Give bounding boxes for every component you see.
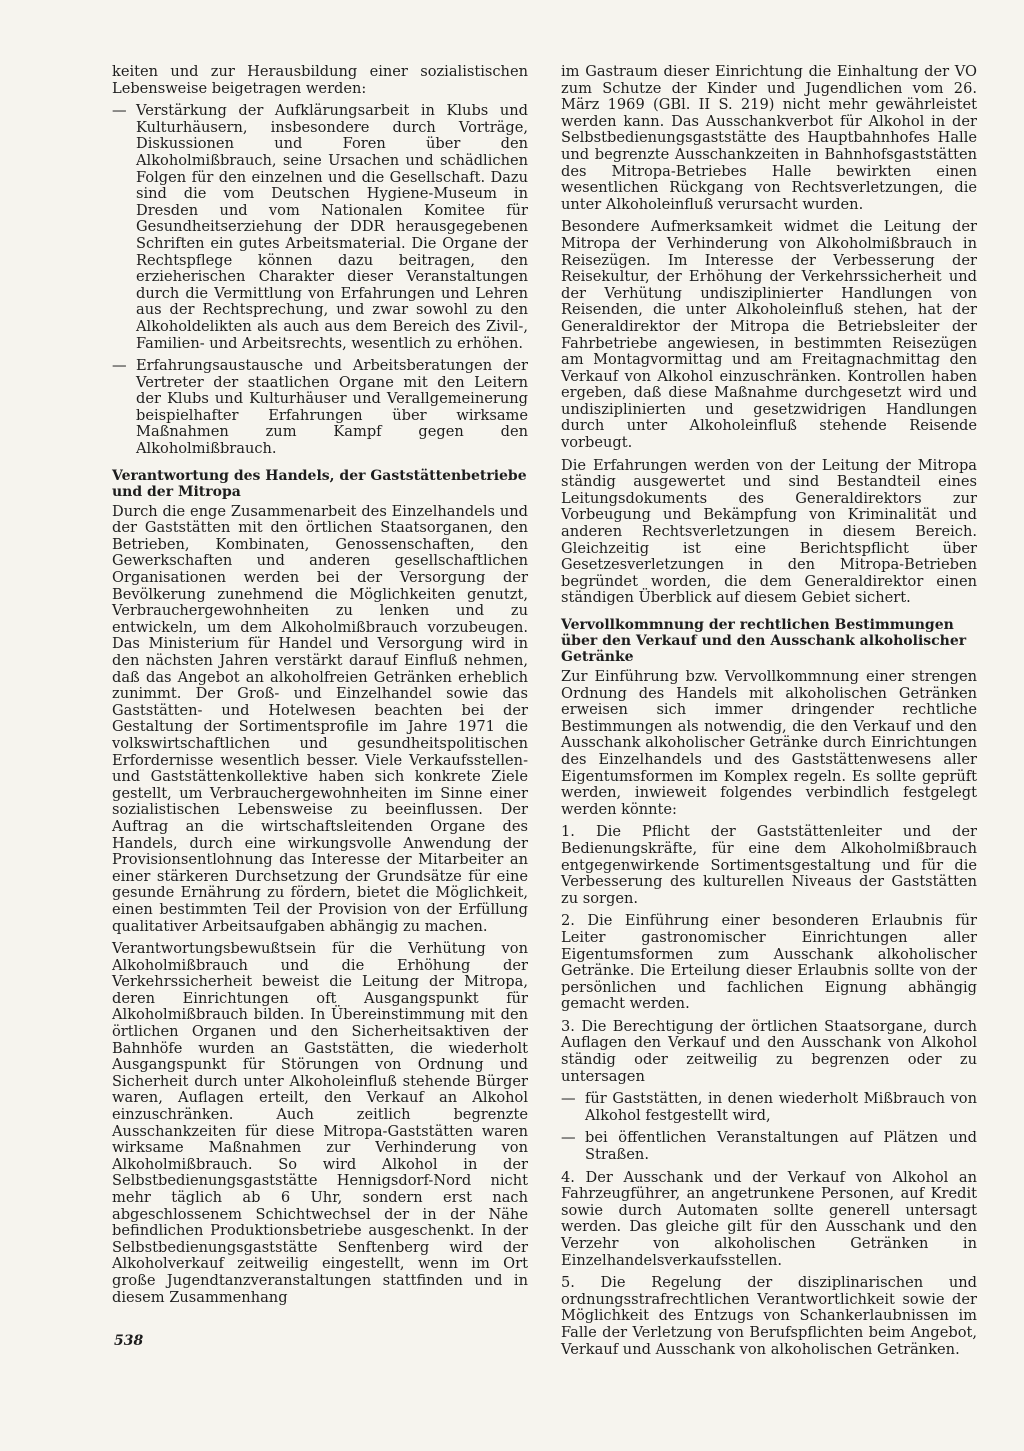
dash-list [561, 1091, 977, 1163]
paragraph: Zur Einführung bzw. Vervollkommnung einer strengen Ordnung des Handels mit alkoholischen Getränken erweisen sich immer dringender rechtliche Bestimmungen als notwendig, die den Verkauf und den Ausschank alkoholischer Getränke durch Einrichtungen des Einzelhandels und des Gaststättenwesens aller Eigentumsformen im Komplex regeln. Es sollte geprüft werden, inwieweit folgendes verbindlich festgelegt werden könnte: [561, 668, 977, 818]
paragraph: Verantwortungsbewußtsein für die Verhütung von Alkoholmißbrauch und die Erhöhung der Verkehrssicherheit beweist die Leitung der Mitropa, deren Einrichtungen oft Ausgangspunkt für Alkoholmißbrauch bilden. In Übereinstimmung mit den örtlichen Organen und den Sicherheitsaktiven der Bahnhöfe wurden an Gaststätten, die wiederholt Ausgangspunkt für Störungen von Ordnung und Sicherheit durch unter Alkoholeinfluß stehende Bürger waren, Auflagen erteilt, den Verkauf an Alkohol einzuschränken. Auch zeitlich begrenzte Ausschankzeiten für diese Mitropa-Gaststätten waren wirksame Maßnahmen zur Verhinderung von Alkoholmißbrauch. So wird Alkohol in der Selbstbedienungsgaststätte Hennigsdorf-Nord nicht mehr täglich ab 6 Uhr, sondern erst nach abgeschlossenem Schichtwechsel der in der Nähe befindlichen Produktionsbetriebe ausgeschenkt. In der Selbstbedienungsgaststätte Senftenberg wird der Alkoholverkauf zeitweilig eingestellt, wenn im Ort große Jugendtanzveranstaltungen stattfinden und in diesem Zusammenhang [112, 940, 528, 1306]
numbered-list [561, 824, 977, 1085]
section-heading: Vervollkommnung der rechtlichen Bestimmungen über den Verkauf und den Ausschank alkoholischer Getränke [561, 617, 967, 665]
list-item: 1. Die Pflicht der Gaststättenleiter und der Bedienungskräfte, für eine dem Alkoholmißbrauch entgegenwirkende Sortimentsgestaltung und für die Verbesserung des kulturellen Niveaus der Gaststätten zu sorgen. [561, 823, 977, 907]
dash-list [112, 103, 528, 457]
section-heading: Verantwortung des Handels, der Gaststättenbetriebe und der Mitropa [112, 467, 527, 500]
paragraph: Durch die enge Zusammenarbeit des Einzelhandels und der Gaststätten mit den örtlichen Staatsorganen, den Betrieben, Kombinaten, Genossenschaften, den Gewerkschaften und anderen gesellschaftlichen Organisationen werden bei der Versorgung der Bevölkerung zunehmend die Möglichkeiten genutzt, Verbrauchergewohnheiten zu lenken und zu entwickeln, um dem Alkoholmißbrauch vorzubeugen. Das Ministerium für Handel und Versorgung wird in den nächsten Jahren verstärkt darauf Einfluß nehmen, daß das Angebot an alkoholfreien Getränken erheblich zunimmt. Der Groß- und Einzelhandel sowie das Gaststätten- und Hotelwesen beachten bei der Gestaltung der Sortimentsprofile im Jahre 1971 die volkswirtschaftlichen und gesundheitspolitischen Erfordernisse wesentlich besser. Viele Verkaufsstellen- und Gaststättenkollektive haben sich konkrete Ziele gestellt, um Verbrauchergewohnheiten im Sinne einer sozialistischen Lebensweise zu beeinflussen. Der Auftrag an die wirtschaftsleitenden Organe des Handels, durch eine wirkungsvolle Anwendung der Provisionsentlohnung das Interesse der Mitarbeiter an einer stärkeren Durchsetzung der Grundsätze für eine gesunde Ernährung zu fördern, bietet die Möglichkeit, einen bestimmten Teil der Provision von der Erfüllung qualitativer Arbeitsaufgaben abhängig zu machen. [112, 502, 528, 935]
list-item: — bei öffentlichen Veranstaltungen auf Plätzen und Straßen. [561, 1130, 977, 1163]
list-item: 4. Der Ausschank und der Verkauf von Alkohol an Fahrzeugführer, an angetrunkene Personen, auf Kredit sowie durch Automaten sollte generell untersagt werden. Das gleiche gilt für den Ausschank und den Verzehr von alkoholischen Getränken in Einzelhandelsverkaufsstellen. [561, 1168, 977, 1269]
list-item: — Verstärkung der Aufklärungsarbeit in Klubs und Kulturhäusern, insbesondere durch Vorträge, Diskussionen und Foren über den Alkoholmißbrauch, seine Ursachen und schädlichen Folgen für den einzelnen und die Gesellschaft. Dazu sind die vom Deutschen Hygiene-Museum in Dresden und vom Nationalen Komitee für Gesundheitserziehung der DDR herausgegebenen Schriften ein gutes Arbeitsmaterial. Die Organe der Rechtspflege können dazu beitragen, den erzieherischen Charakter dieser Veranstaltungen durch die Vermittlung von Erfahrungen und Lehren aus der Rechtsprechung, und zwar sowohl zu den Alkoholdelikten als auch aus dem Bereich des Zivil-, Familien- und Arbeitsrechts, wesentlich zu erhöhen. [112, 103, 528, 352]
list-item: — Erfahrungsaustausche und Arbeitsberatungen der Vertreter der staatlichen Organe mit den Leitern der Klubs und Kulturhäuser und Verallgemeinerung beispielhafter Erfahrungen über wirksame Maßnahmen zum Kampf gegen den Alkoholmißbrauch. [112, 358, 528, 458]
paragraph: im Gastraum dieser Einrichtung die Einhaltung der VO zum Schutze der Kinder und Jugendlichen vom 26. März 1969 (GBl. II S. 219) nicht mehr gewährleistet werden kann. Das Ausschankverbot für Alkohol in der Selbstbedienungsgaststätte des Hauptbahnhofes Halle und begrenzte Ausschankzeiten in Bahnhofsgaststätten des Mitropa-Betriebes Halle bewirkten einen wesentlichen Rückgang von Rechtsverletzungen, die unter Alkoholeinfluß verursacht wurden. [561, 63, 977, 213]
paragraph: keiten und zur Herausbildung einer sozialistischen Lebensweise beigetragen werden: [112, 63, 528, 97]
numbered-list [561, 1170, 977, 1359]
right-column [561, 64, 977, 1364]
list-item: 2. Die Einführung einer besonderen Erlaubnis für Leiter gastronomischer Einrichtungen aller Eigentumsformen zum Ausschank alkoholischer Getränke. Die Erteilung dieser Erlaubnis sollte von der persönlichen und fachlichen Eignung abhängig gemacht werden. [561, 912, 977, 1013]
left-column [112, 64, 528, 1312]
paragraph: Die Erfahrungen werden von der Leitung der Mitropa ständig ausgewertet und sind Bestandteil eines Leitungsdokuments des Generaldirektors zur Vorbeugung und Bekämpfung von Kriminalität und anderen Rechtsverletzungen in diesem Bereich. Gleichzeitig ist eine Berichtspflicht über Gesetzesverletzungen in den Mitropa-Betrieben begründet worden, die dem Generaldirektor einen ständigen Überblick auf diesem Gebiet sichert. [561, 456, 977, 607]
list-item: — für Gaststätten, in denen wiederholt Mißbrauch von Alkohol festgestellt wird, [561, 1091, 977, 1124]
list-item: 3. Die Berechtigung der örtlichen Staatsorgane, durch Auflagen den Verkauf und den Ausschank von Alkohol ständig oder zeitweilig zu begrenzen oder zu untersagen [561, 1017, 977, 1085]
list-item: 5. Die Regelung der disziplinarischen und ordnungsstrafrechtlichen Verantwortlichkeit sowie der Möglichkeit des Entzugs von Schankerlaubnissen im Falle der Verletzung von Berufspflichten beim Angebot, Verkauf und Ausschank von alkoholischen Getränken. [561, 1274, 977, 1358]
paragraph: Besondere Aufmerksamkeit widmet die Leitung der Mitropa der Verhinderung von Alkoholmißbrauch in Reisezügen. Im Interesse der Verbesserung der Reisekultur, der Erhöhung der Verkehrssicherheit und der Verhütung undisziplinierter Handlungen von Reisenden, die unter Alkoholeinfluß stehen, hat der Generaldirektor der Mitropa die Betriebsleiter der Fahrbetriebe angewiesen, in bestimmten Reisezügen am Montagvormittag und am Freitagnachmittag den Verkauf von Alkohol einzuschränken. Kontrollen haben ergeben, daß diese Maßnahme durchgesetzt wird und undisziplinierten und gesetzwidrigen Handlungen durch unter Alkoholeinfluß stehende Reisende vorbeugt. [561, 218, 977, 452]
page-number: 538 [114, 1333, 144, 1349]
